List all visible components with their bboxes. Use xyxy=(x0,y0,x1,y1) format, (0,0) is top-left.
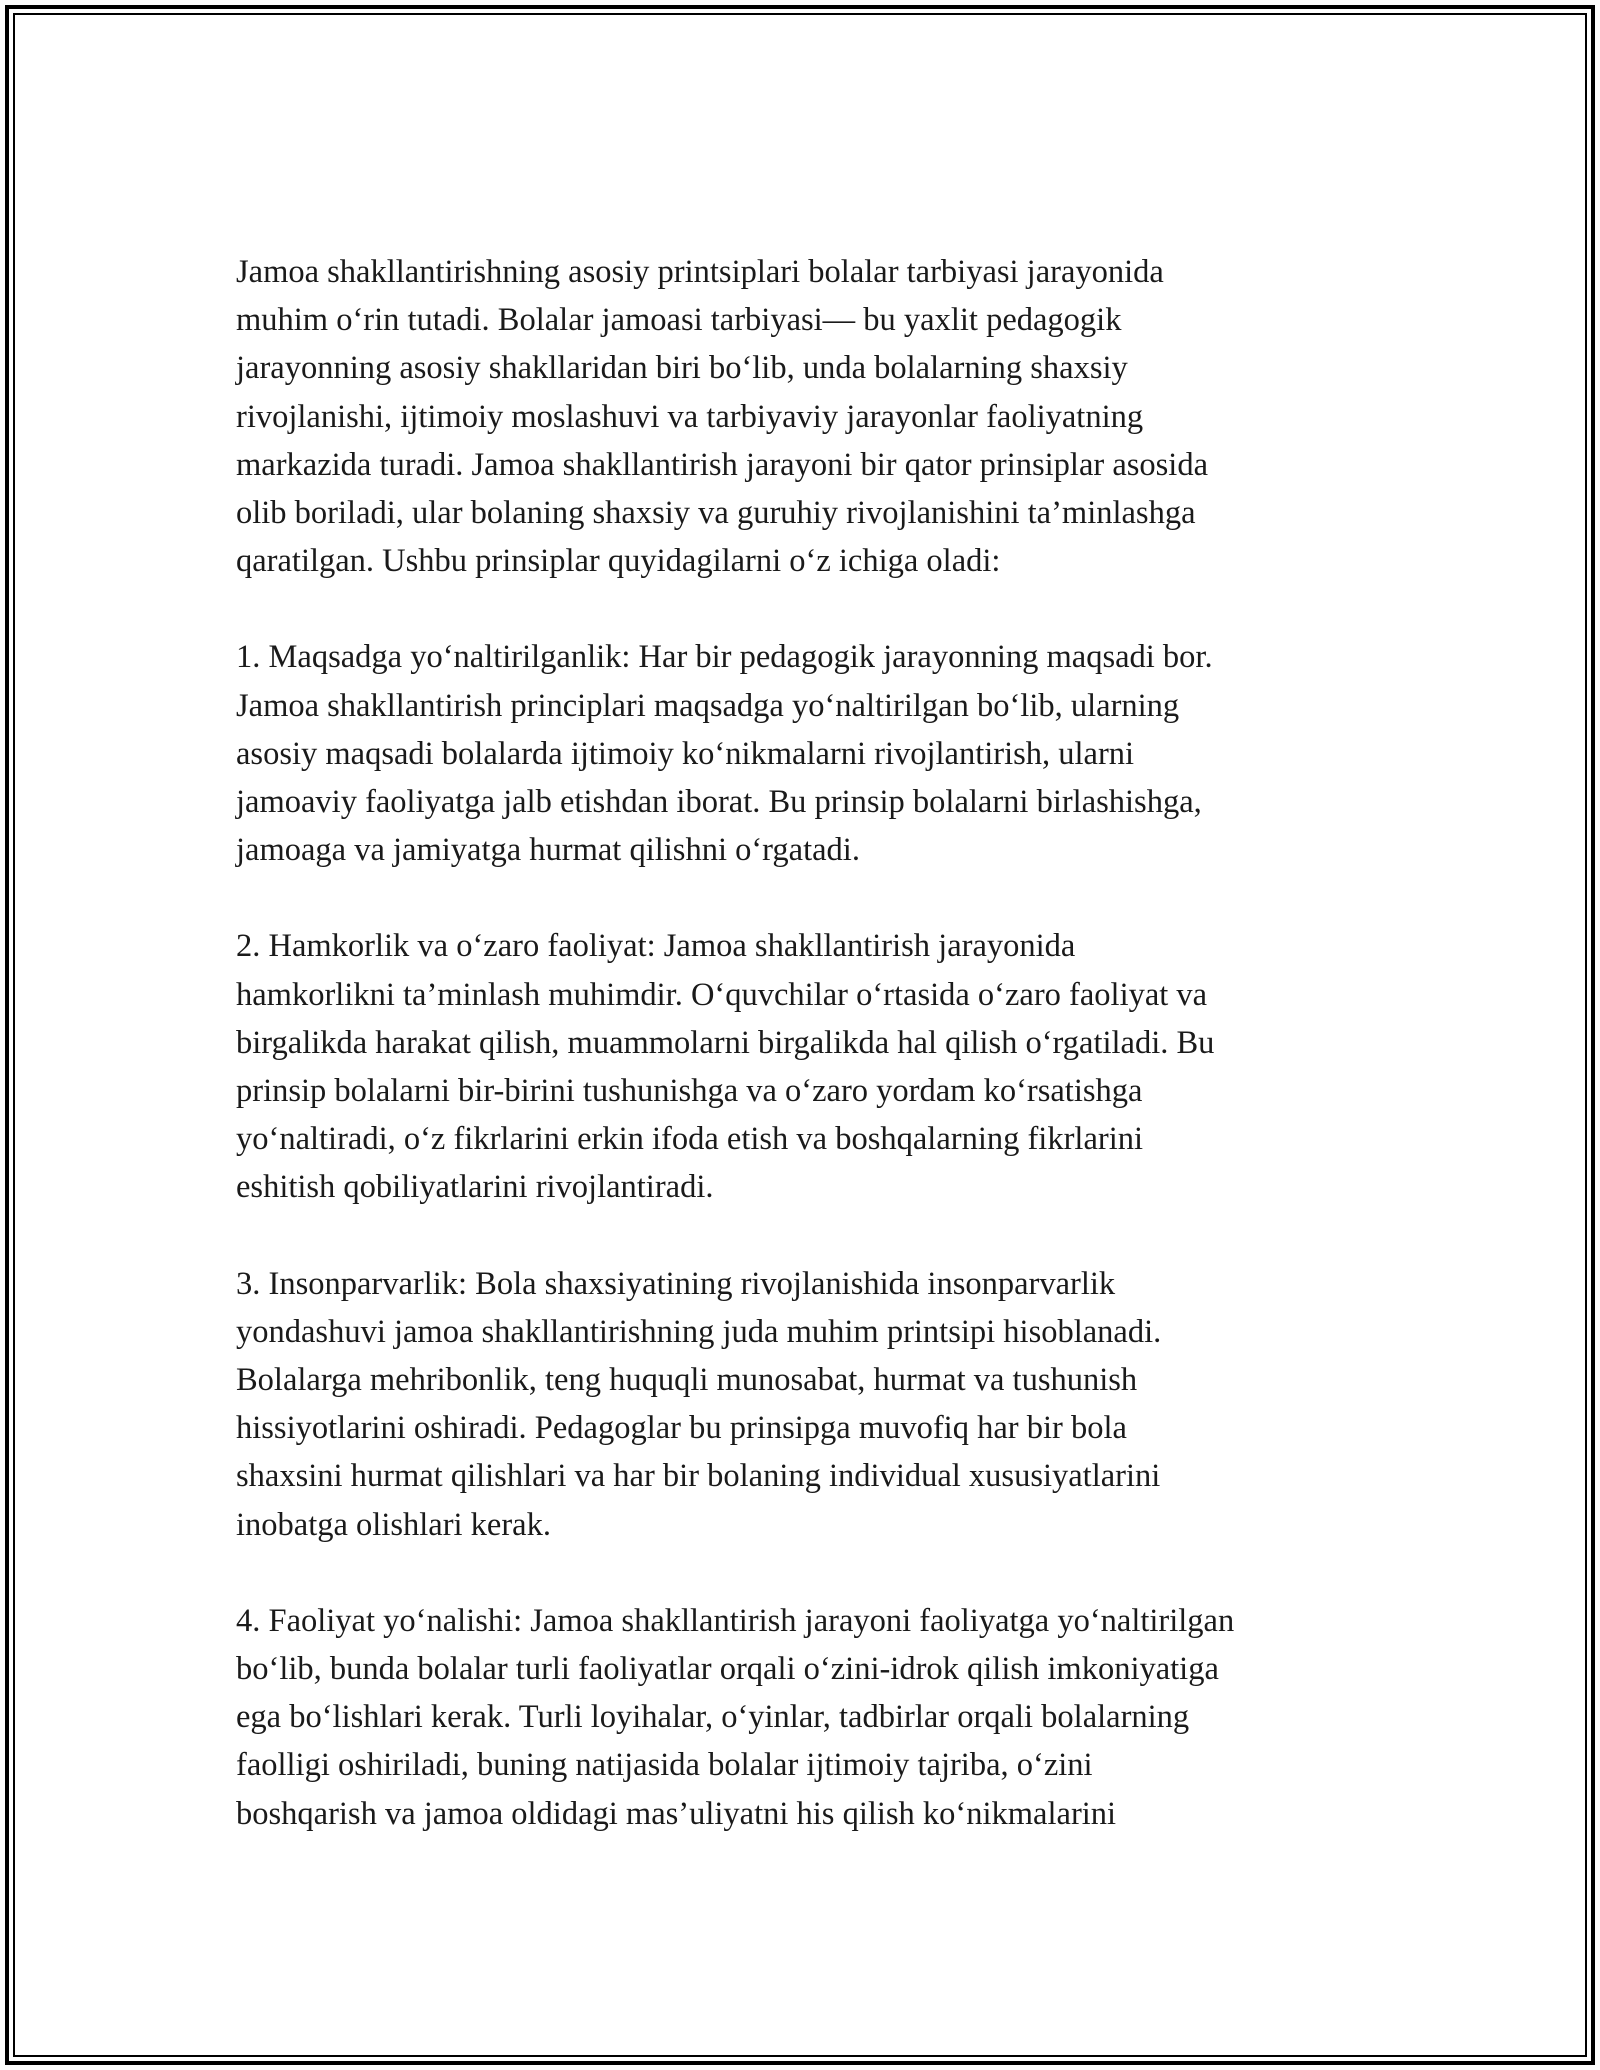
principle-2-paragraph: 2. Hamkorlik va o‘zaro faoliyat: Jamoa shakllantirish jarayonida hamkorlikni ta’minlash muhimdir. O‘quvchilar o‘rtasida o‘zaro faoliyat va birgalikda harakat qilish, muammolarni birgalikda hal qilish o‘rgatiladi. Bu prinsip bolalarni bir-birini tushunishga va o‘zaro yordam ko‘rsatishga yo‘naltiradi, o‘z fikrlarini erkin ifoda etish va boshqalarning fikrlarini eshitish qobiliyatlarini rivojlantiradi. xyxy=(236,928,1215,1206)
principle-1-paragraph: 1. Maqsadga yo‘naltirilganlik: Har bir pedagogik jarayonning maqsadi bor. Jamoa shakllantirish principlari maqsadga yo‘naltirilgan bo‘lib, ularning asosiy maqsadi bolalarda ijtimoiy ko‘nikmalarni rivojlantirish, ularni jamoaviy faoliyatga jalb etishdan iborat. Bu prinsip bolalarni birlashishga, jamoaga va jamiyatga hurmat qilishni o‘rgatadi. xyxy=(236,639,1213,869)
principle-3-paragraph: 3. Insonparvarlik: Bola shaxsiyatining rivojlanishida insonparvarlik yondashuvi jamoa shakllantirishning juda muhim printsipi hisoblanadi. Bolalarga mehribonlik, teng huquqli munosabat, hurmat va tushunish hissiyotlarini oshiradi. Pedagoglar bu prinsipga muvofiq har bir bola shaxsini hurmat qilishlari va har bir bolaning individual xususiyatlarini inobatga olishlari kerak. xyxy=(236,1265,1162,1543)
principle-4-paragraph: 4. Faoliyat yo‘nalishi: Jamoa shakllantirish jarayoni faoliyatga yo‘naltirilgan bo‘lib, bunda bolalar turli faoliyatlar orqali o‘zini-idrok qilish imkoniyatiga ega bo‘lishlari kerak. Turli loyihalar, o‘yinlar, tadbirlar orqali bolalarning faolligi oshiriladi, buning natijasida bolalar ijtimoiy tajriba, o‘zini boshqarish va jamoa oldidagi mas’uliyatni his qilish ko‘nikmalarini xyxy=(236,1602,1235,1832)
intro-paragraph: Jamoa shakllantirishning asosiy printsiplari bolalar tarbiyasi jarayonida muhim o‘rin tutadi. Bolalar jamoasi tarbiyasi— bu yaxlit pedagogik jarayonning asosiy shakllaridan biri bo‘lib, unda bolalarning shaxsiy rivojlanishi, ijtimoiy moslashuvi va tarbiyaviy jarayonlar faoliyatning markazida turadi. Jamoa shakllantirish jarayoni bir qator prinsiplar asosida olib boriladi, ular bolaning shaxsiy va guruhiy rivojlanishini ta’minlashga qaratilgan. Ushbu prinsiplar quyidagilarni o‘z ichiga oladi: xyxy=(236,254,1209,580)
document-body xyxy=(236,248,1386,1838)
